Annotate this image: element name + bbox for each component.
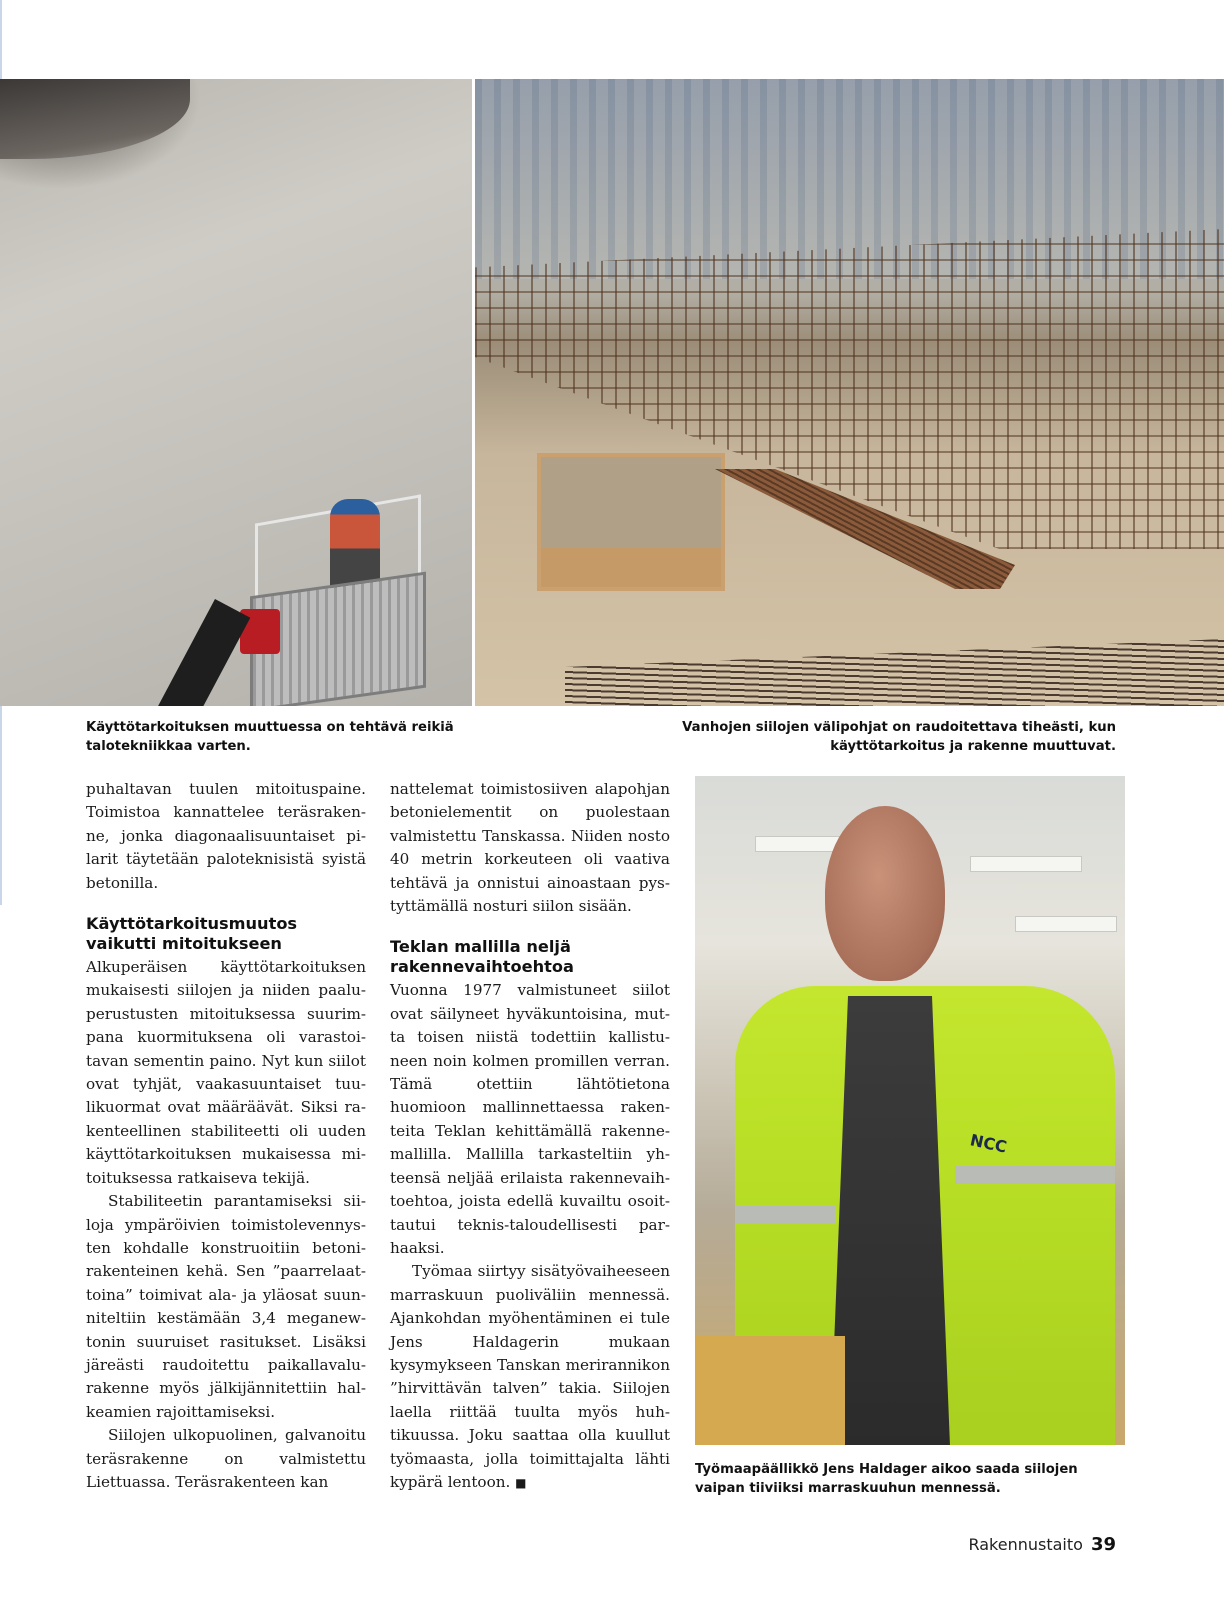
wooden-crate [537, 453, 725, 591]
paragraph: Stabiliteetin parantamiseksi siiloja ympäröivien toimistolevennysten kohdalle konstruoitiin betonirakenteinen kehä. Sen ”paarrelaattoina” toimivat ala- ja yläosat suunniteltiin kestämään 3,4 meganewtonin suuruiset rasitukset. Lisäksi järeästi raudoitettu paikallavalurakenne myös jälkijännitettiin halkeamien rajoittamiseksi. [86, 1192, 366, 1421]
subheading: Käyttötarkoitusmuutos vaikutti mitoitukseen [86, 914, 298, 954]
article-column-left [86, 778, 366, 1494]
person-head [825, 806, 945, 981]
reflective-stripe [955, 1166, 1115, 1184]
ncc-logo: NCC [968, 1130, 1009, 1157]
paragraph: nattelemat toimistosiiven alapohjan betonielementit on puolestaan valmistettu Tanskassa. Niiden nosto 40 metrin korkeuteen oli vaativa tehtävä ja onnistui ainoastaan pystyttämällä nosturi siilon sisään. [390, 780, 670, 916]
paragraph-text: Työmaa siirtyy sisätyövaiheeseen marraskuun puoliväliin mennessä. Ajankohdan myöhentäminen ei tule Jens Haldagerin mukaan kysymykseen Tanskan merirannikon ”hirvittävän talven” takia. Siilojen laella riittää tuulta myös huhtikuussa. Joku saattaa olla kuullut työmaasta, jolla toimittajalta lähti kypärä lentoon. [390, 1262, 670, 1491]
caption-lift-photo: Käyttötarkoituksen muuttuessa on tehtävä reikiä talotekniikkaa varten. [86, 720, 454, 754]
caption-rebar-photo: Vanhojen siilojen välipohjat on raudoitettava tiheästi, kun käyttötarkoitus ja rakenne muuttuvat. [682, 720, 1116, 754]
desk-edge [695, 1336, 845, 1445]
publication-name: Rakennustaito [968, 1535, 1083, 1554]
ceiling-light [1015, 916, 1117, 932]
caption-portrait-photo: Työmaapäällikkö Jens Haldager aikoo saada siilojen vaipan tiiviiksi marraskuuhun mennessä. [695, 1462, 1078, 1496]
photo-site-manager-portrait [695, 776, 1125, 1445]
ceiling-light [970, 856, 1082, 872]
paragraph: Alkuperäisen käyttötarkoituksen mukaisesti siilojen ja niiden paaluperustusten mitoituksessa suurimpana kuormituksena oli varastoitavan sementin paino. Nyt kun siilot ovat tyhjät, vaakasuuntaiset tuulikuormat ovat määräävät. Siksi rakenteellinen stabiliteetti oli uuden käyttötarkoituksen mukaisessa mitoituksessa ratkaiseva tekijä. [86, 958, 366, 1187]
photo-rebar-floor [475, 79, 1224, 706]
page-number: 39 [1090, 1534, 1116, 1555]
paragraph: Siilojen ulkopuolinen, galvanoitu teräsrakenne on valmistettu Liettuassa. Teräsrakenteen kan [86, 1426, 366, 1491]
paragraph: puhaltavan tuulen mitoituspaine. Toimistoa kannattelee teräsrakenne, jonka diagonaalisuuntaiset pilarit täytetään paloteknisistä syistä betonilla. [86, 780, 366, 892]
paragraph: Vuonna 1977 valmistuneet siilot ovat säilyneet hyväkuntoisina, mutta toisen niistä todettiin kallistuneen noin kolmen promillen verran. Tämä otettiin lähtötietona huomioon mallinnettaessa rakenteita Teklan kehittämällä rakennemallilla. Mallilla tarkasteltiin yhteensä neljää erilaista rakennevaihtoehtoa, joista edellä kuvailtu osoittautui teknis-taloudellisesti parhaaksi. [390, 981, 670, 1257]
subheading: Teklan mallilla neljä rakennevaihtoehtoa [390, 937, 574, 977]
paragraph [390, 1260, 670, 1495]
article-column-middle [390, 778, 670, 1495]
silo-ceiling [0, 79, 190, 159]
reflective-stripe [735, 1206, 835, 1224]
end-of-article-mark: ■ [515, 1475, 527, 1490]
page-footer [968, 1534, 1116, 1555]
lift-boom [126, 599, 251, 706]
floor-rebars [565, 639, 1224, 706]
photo-worker-on-lift [0, 79, 472, 706]
jacket-fleece [830, 996, 950, 1445]
